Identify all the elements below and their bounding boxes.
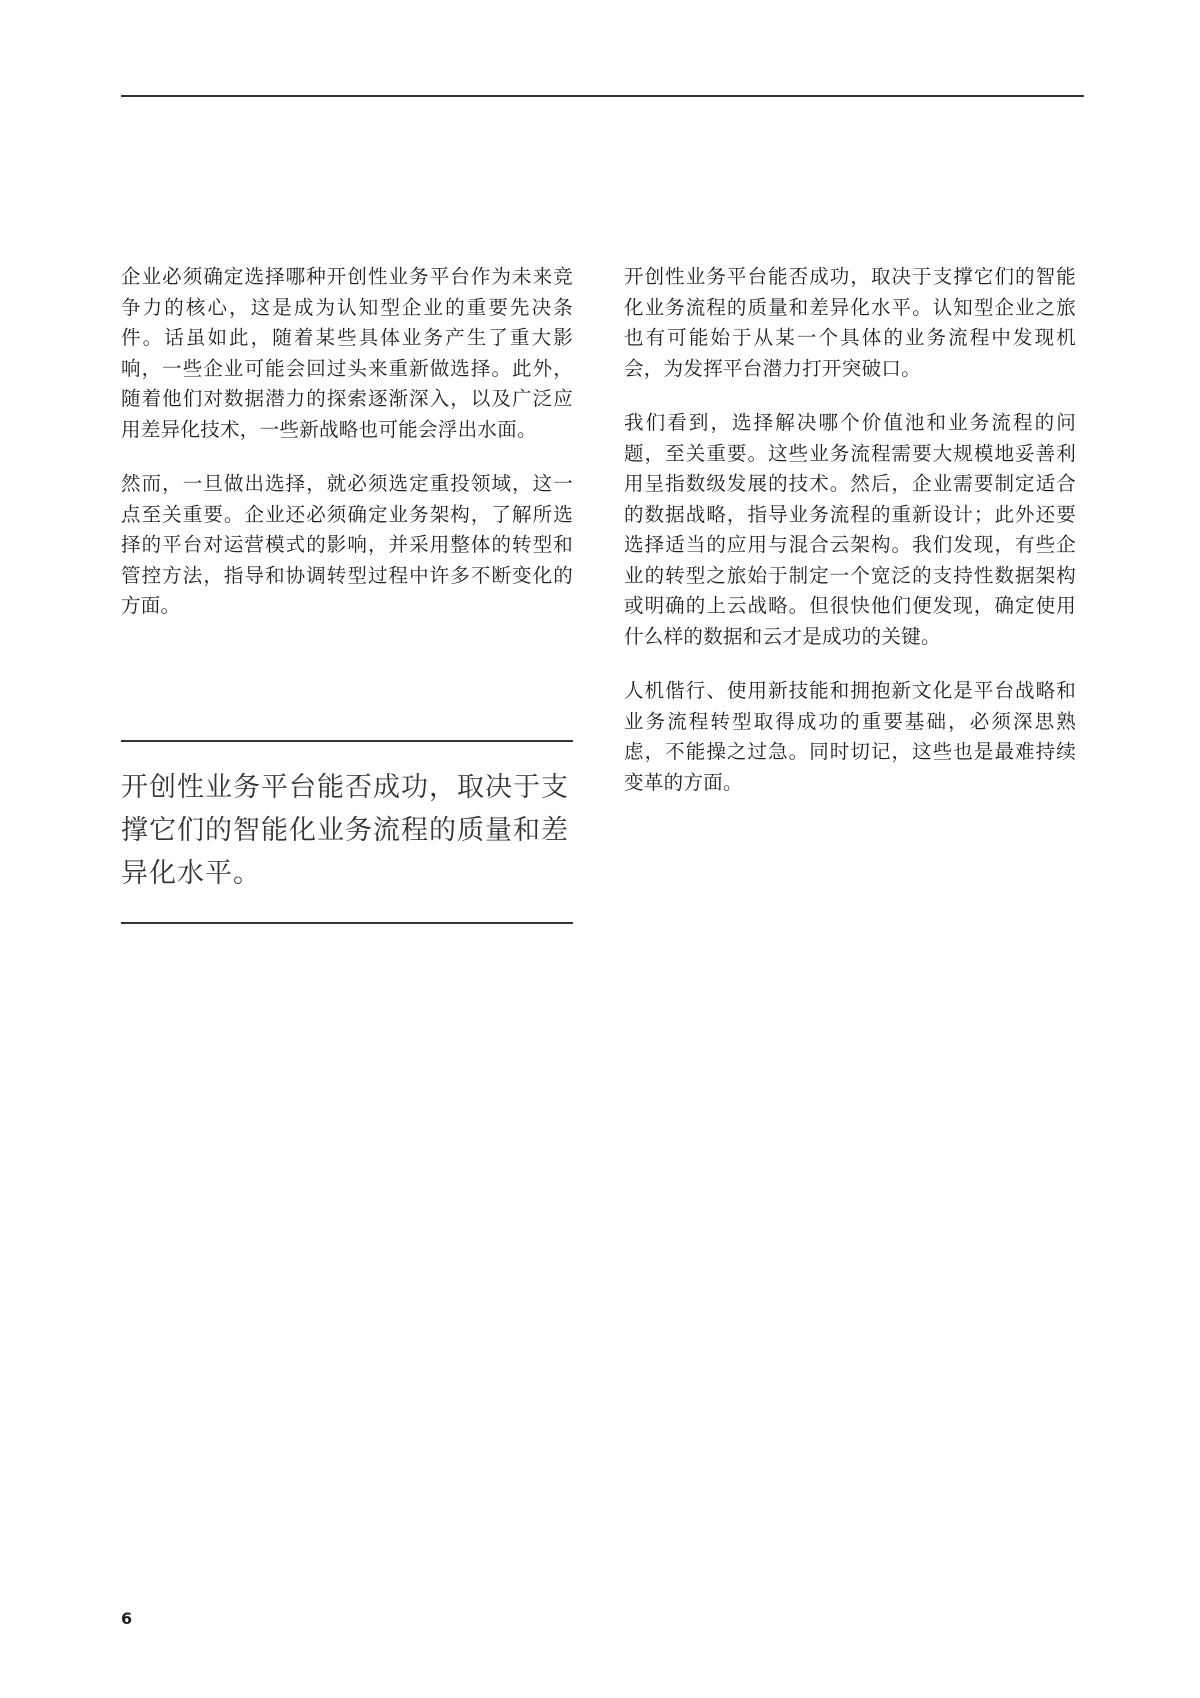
right-paragraph-2: 我们看到，选择解决哪个价值池和业务流程的问题，至关重要。这些业务流程需要大规模地妥善利用呈指数级发展的技术。然后，企业需要制定适合的数据战略，指导业务流程的重新设计；此外还要选择适当的应用与混合云架构。我们发现，有些企业的转型之旅始于制定一个宽泛的支持性数据架构或明确的上云战略。但很快他们便发现，确定使用什么样的数据和云才是成功的关键。 [624,411,1076,648]
left-column [121,262,573,646]
pull-quote [121,740,573,924]
right-column [624,262,1076,822]
right-paragraph-1: 开创性业务平台能否成功，取决于支撑它们的智能化业务流程的质量和差异化水平。认知型企业之旅也有可能始于从某一个具体的业务流程中发现机会，为发挥平台潜力打开突破口。 [624,265,1076,380]
left-paragraph-2: 然而，一旦做出选择，就必须选定重投领域，这一点至关重要。企业还必须确定业务架构，了解所选择的平台对运营模式的影响，并采用整体的转型和管控方法，指导和协调转型过程中许多不断变化的方面。 [121,472,573,617]
page-number: 6 [121,1609,133,1628]
left-paragraph-1: 企业必须确定选择哪种开创性业务平台作为未来竞争力的核心，这是成为认知型企业的重要先决条件。话虽如此，随着某些具体业务产生了重大影响，一些企业可能会回过头来重新做选择。此外，随着他们对数据潜力的探索逐渐深入，以及广泛应用差异化技术，一些新战略也可能会浮出水面。 [121,265,573,441]
right-paragraph-3: 人机偕行、使用新技能和拥抱新文化是平台战略和业务流程转型取得成功的重要基础，必须深思熟虑，不能操之过急。同时切记，这些也是最难持续变革的方面。 [624,679,1076,794]
pull-quote-text: 开创性业务平台能否成功，取决于支撑它们的智能化业务流程的质量和差异化水平。 [121,772,569,889]
header-divider [121,95,1084,97]
